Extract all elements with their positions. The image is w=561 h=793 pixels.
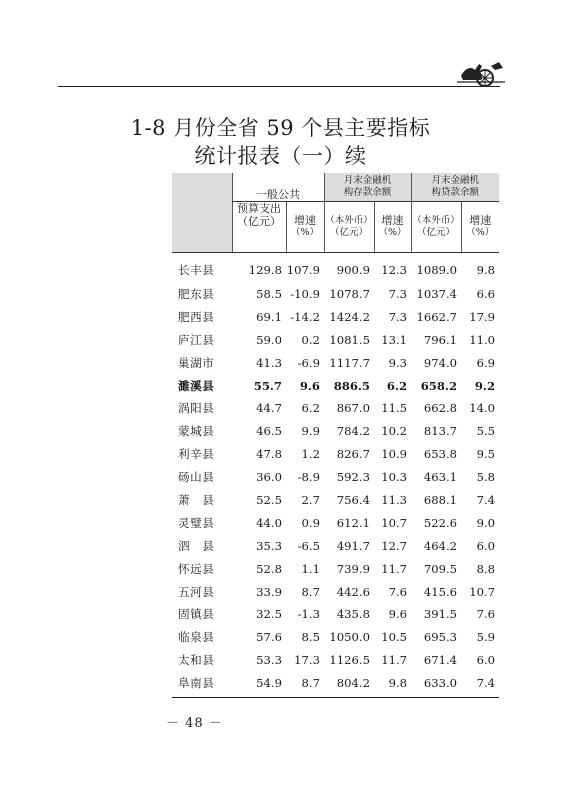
header-county bbox=[172, 173, 232, 252]
table-row bbox=[172, 305, 499, 328]
cell-loan-growth: 7.4 bbox=[476, 676, 496, 691]
cell-loan-growth: 5.8 bbox=[476, 470, 496, 485]
chariot-logo-icon bbox=[455, 56, 507, 90]
cell-budget-growth: -10.9 bbox=[290, 286, 320, 301]
county-name: 阜南县 bbox=[178, 676, 215, 691]
cell-budget-growth: 107.9 bbox=[286, 262, 320, 277]
header-loan-sub1: （本外币） bbox=[412, 214, 460, 226]
cell-deposit-growth: 10.7 bbox=[381, 515, 408, 530]
county-name: 萧 县 bbox=[178, 492, 215, 507]
cell-budget: 52.8 bbox=[256, 561, 282, 576]
cell-loan-growth: 7.6 bbox=[476, 607, 496, 622]
cell-deposit: 1081.5 bbox=[329, 332, 370, 347]
cell-deposit-growth: 7.3 bbox=[388, 286, 408, 301]
cell-deposit: 867.0 bbox=[336, 401, 370, 416]
cell-budget-growth: 8.7 bbox=[301, 676, 320, 691]
cell-deposit-growth: 9.8 bbox=[388, 676, 408, 691]
cell-budget-growth: -8.9 bbox=[297, 470, 320, 485]
cell-deposit: 612.1 bbox=[336, 515, 370, 530]
table-row bbox=[172, 283, 499, 306]
cell-loan-growth: 6.0 bbox=[476, 538, 496, 553]
cell-loan: 662.8 bbox=[423, 401, 458, 416]
cell-loan: 658.2 bbox=[420, 378, 458, 393]
county-name: 怀远县 bbox=[178, 561, 215, 576]
county-name: 灵璧县 bbox=[178, 515, 215, 530]
header-growth-unit: （%） bbox=[378, 227, 407, 238]
cell-loan: 671.4 bbox=[423, 653, 458, 668]
cell-budget-growth: 0.2 bbox=[301, 332, 320, 347]
county-name: 五河县 bbox=[178, 584, 215, 599]
header-growth-label: 增速 bbox=[294, 214, 316, 227]
cell-budget: 35.3 bbox=[256, 538, 282, 553]
cell-budget: 55.7 bbox=[253, 378, 282, 393]
header-budget-sub1: 预算支出 bbox=[237, 201, 281, 215]
table-row bbox=[172, 466, 499, 489]
cell-budget: 58.5 bbox=[256, 286, 282, 301]
header-deposit-sub2: （亿元） bbox=[329, 226, 368, 238]
cell-loan: 974.0 bbox=[423, 355, 458, 370]
county-name: 涡阳县 bbox=[178, 401, 215, 416]
cell-budget: 41.3 bbox=[256, 355, 282, 370]
county-name: 巢湖市 bbox=[178, 355, 215, 370]
cell-budget-growth: 17.3 bbox=[294, 653, 320, 668]
county-name: 泗 县 bbox=[178, 538, 215, 553]
cell-loan: 522.6 bbox=[423, 515, 458, 530]
header-loan-amount bbox=[411, 201, 461, 252]
table-row bbox=[172, 397, 499, 420]
cell-loan: 1662.7 bbox=[416, 309, 458, 324]
table-row bbox=[172, 420, 499, 443]
cell-budget-growth: -6.9 bbox=[297, 355, 320, 370]
cell-deposit: 886.5 bbox=[333, 378, 370, 393]
county-name: 砀山县 bbox=[178, 470, 215, 485]
cell-loan-growth: 10.7 bbox=[469, 584, 496, 599]
cell-loan-growth: 9.5 bbox=[476, 447, 496, 462]
county-name: 濉溪县 bbox=[178, 378, 215, 393]
header-deposit-amount bbox=[324, 201, 374, 252]
cell-loan-growth: 9.0 bbox=[476, 515, 496, 530]
cell-budget: 57.6 bbox=[256, 630, 282, 645]
cell-loan-growth: 14.0 bbox=[469, 401, 496, 416]
header-budget-amount bbox=[232, 201, 286, 252]
table-row bbox=[172, 252, 499, 283]
table-row bbox=[172, 603, 499, 626]
cell-deposit-growth: 11.5 bbox=[381, 401, 408, 416]
header-deposit-sub1: （本外币） bbox=[325, 214, 373, 226]
cell-deposit-growth: 9.3 bbox=[388, 355, 408, 370]
cell-deposit: 900.9 bbox=[336, 262, 370, 277]
cell-deposit: 739.9 bbox=[336, 561, 370, 576]
header-loan-sub2: （亿元） bbox=[417, 226, 456, 238]
county-name: 利辛县 bbox=[178, 447, 215, 462]
cell-budget-growth: 8.5 bbox=[301, 630, 320, 645]
cell-deposit-growth: 12.3 bbox=[381, 262, 408, 277]
county-name: 长丰县 bbox=[178, 262, 215, 277]
header-loan-title1: 月末金融机 bbox=[431, 174, 480, 186]
header-loan-growth bbox=[461, 201, 499, 252]
cell-loan: 633.0 bbox=[423, 676, 458, 691]
cell-budget-growth: 9.6 bbox=[299, 378, 320, 393]
cell-budget: 47.8 bbox=[256, 447, 282, 462]
cell-deposit: 784.2 bbox=[336, 424, 370, 439]
header-budget-growth bbox=[286, 201, 324, 252]
cell-deposit: 592.3 bbox=[336, 470, 370, 485]
cell-loan-growth: 17.9 bbox=[469, 309, 496, 324]
cell-loan-growth: 6.9 bbox=[476, 355, 496, 370]
cell-deposit: 804.2 bbox=[336, 676, 370, 691]
county-name: 庐江县 bbox=[178, 332, 215, 347]
cell-loan: 464.2 bbox=[423, 538, 458, 553]
table-row bbox=[172, 328, 499, 351]
cell-deposit: 442.6 bbox=[336, 584, 370, 599]
cell-deposit-growth: 7.6 bbox=[388, 584, 408, 599]
cell-budget: 54.9 bbox=[256, 676, 282, 691]
cell-loan-growth: 9.8 bbox=[476, 262, 496, 277]
header-deposit-title2: 构存款余额 bbox=[343, 186, 392, 198]
cell-loan: 695.3 bbox=[423, 630, 458, 645]
page-title-line2: 统计报表（一）续 bbox=[194, 144, 367, 168]
cell-loan: 1037.4 bbox=[416, 286, 458, 301]
cell-budget-growth: 0.9 bbox=[301, 515, 320, 530]
cell-loan: 653.8 bbox=[423, 447, 458, 462]
cell-loan-growth: 5.5 bbox=[476, 424, 496, 439]
cell-deposit: 1078.7 bbox=[329, 286, 370, 301]
cell-deposit: 435.8 bbox=[336, 607, 370, 622]
cell-deposit: 491.7 bbox=[336, 538, 370, 553]
table-row bbox=[172, 489, 499, 512]
cell-loan: 796.1 bbox=[423, 332, 458, 347]
cell-loan: 688.1 bbox=[423, 492, 458, 507]
cell-budget-growth: 1.2 bbox=[301, 447, 320, 462]
cell-loan: 415.6 bbox=[423, 584, 458, 599]
header-deposit bbox=[324, 173, 411, 201]
cell-deposit: 826.7 bbox=[336, 447, 370, 462]
cell-loan-growth: 5.9 bbox=[476, 630, 496, 645]
cell-budget: 44.0 bbox=[256, 515, 282, 530]
header-growth-label: 增速 bbox=[469, 214, 492, 227]
cell-deposit-growth: 7.3 bbox=[388, 309, 408, 324]
table-body bbox=[172, 252, 499, 695]
cell-budget-growth: -1.3 bbox=[297, 607, 320, 622]
header-loan-title2: 构贷款余额 bbox=[431, 186, 480, 198]
cell-loan-growth: 11.0 bbox=[469, 332, 496, 347]
cell-budget: 46.5 bbox=[256, 424, 282, 439]
cell-loan-growth: 8.8 bbox=[476, 561, 496, 576]
table-row bbox=[172, 557, 499, 580]
header-budget-title: 一般公共 bbox=[256, 187, 300, 201]
header-loan bbox=[411, 173, 499, 201]
cell-budget-growth: 2.7 bbox=[301, 492, 320, 507]
cell-budget: 33.9 bbox=[256, 584, 282, 599]
header-deposit-growth bbox=[374, 201, 411, 252]
table-bottom-rule bbox=[172, 697, 499, 698]
cell-loan-growth: 6.0 bbox=[476, 653, 496, 668]
cell-budget: 129.8 bbox=[248, 262, 282, 277]
table-row bbox=[172, 626, 499, 649]
page-title-line1: 1-8 月份全省 59 个县主要指标 bbox=[130, 116, 431, 140]
cell-deposit-growth: 10.5 bbox=[381, 630, 408, 645]
cell-budget: 52.5 bbox=[256, 492, 282, 507]
page-number: － 48 － bbox=[166, 716, 223, 731]
header-deposit-title1: 月末金融机 bbox=[343, 174, 392, 186]
header-rule bbox=[58, 86, 500, 87]
county-indicator-table bbox=[172, 173, 499, 695]
cell-budget: 59.0 bbox=[256, 332, 282, 347]
table-row bbox=[172, 374, 499, 397]
table-row bbox=[172, 511, 499, 534]
cell-deposit-growth: 11.7 bbox=[381, 653, 408, 668]
table-row bbox=[172, 443, 499, 466]
cell-budget: 44.7 bbox=[256, 401, 282, 416]
cell-budget-growth: 8.7 bbox=[301, 584, 320, 599]
cell-deposit-growth: 9.6 bbox=[388, 607, 408, 622]
cell-deposit-growth: 13.1 bbox=[381, 332, 408, 347]
cell-deposit-growth: 12.7 bbox=[381, 538, 408, 553]
cell-budget: 69.1 bbox=[256, 309, 282, 324]
cell-loan: 709.5 bbox=[423, 561, 458, 576]
cell-budget: 53.3 bbox=[256, 653, 282, 668]
cell-deposit-growth: 11.7 bbox=[381, 561, 408, 576]
cell-budget-growth: -6.5 bbox=[297, 538, 320, 553]
cell-budget-growth: 1.1 bbox=[301, 561, 320, 576]
cell-deposit-growth: 11.3 bbox=[381, 492, 408, 507]
header-growth-unit: （%） bbox=[290, 227, 320, 238]
county-name: 临泉县 bbox=[178, 630, 215, 645]
cell-loan-growth: 7.4 bbox=[476, 492, 496, 507]
cell-budget-growth: -14.2 bbox=[290, 309, 320, 324]
county-name: 肥东县 bbox=[178, 286, 215, 301]
cell-loan: 813.7 bbox=[423, 424, 458, 439]
table-row bbox=[172, 649, 499, 672]
cell-loan: 1089.0 bbox=[416, 262, 458, 277]
cell-deposit: 1050.0 bbox=[329, 630, 370, 645]
cell-loan: 463.1 bbox=[423, 470, 458, 485]
cell-deposit-growth: 10.3 bbox=[381, 470, 408, 485]
header-growth-unit: （%） bbox=[466, 227, 495, 238]
county-name: 太和县 bbox=[178, 653, 215, 668]
table-row bbox=[172, 580, 499, 603]
county-name: 蒙城县 bbox=[178, 424, 215, 439]
table-row bbox=[172, 351, 499, 374]
cell-deposit-growth: 10.2 bbox=[381, 424, 408, 439]
cell-deposit: 1126.5 bbox=[329, 653, 370, 668]
cell-deposit: 1117.7 bbox=[329, 355, 370, 370]
cell-budget: 32.5 bbox=[256, 607, 282, 622]
cell-deposit: 756.4 bbox=[336, 492, 370, 507]
header-budget bbox=[232, 173, 324, 201]
cell-deposit-growth: 6.2 bbox=[386, 378, 408, 393]
county-name: 固镇县 bbox=[178, 607, 215, 622]
cell-loan-growth: 6.6 bbox=[476, 286, 496, 301]
cell-loan: 391.5 bbox=[423, 607, 458, 622]
cell-budget: 36.0 bbox=[256, 470, 282, 485]
cell-deposit-growth: 10.9 bbox=[381, 447, 408, 462]
cell-budget-growth: 6.2 bbox=[301, 401, 320, 416]
cell-deposit: 1424.2 bbox=[329, 309, 370, 324]
cell-budget-growth: 9.9 bbox=[301, 424, 320, 439]
table-row bbox=[172, 672, 499, 695]
cell-loan-growth: 9.2 bbox=[474, 378, 496, 393]
header-budget-sub2: （亿元） bbox=[237, 214, 281, 228]
county-name: 肥西县 bbox=[178, 309, 215, 324]
header-growth-label: 增速 bbox=[381, 214, 404, 227]
table-row bbox=[172, 534, 499, 557]
